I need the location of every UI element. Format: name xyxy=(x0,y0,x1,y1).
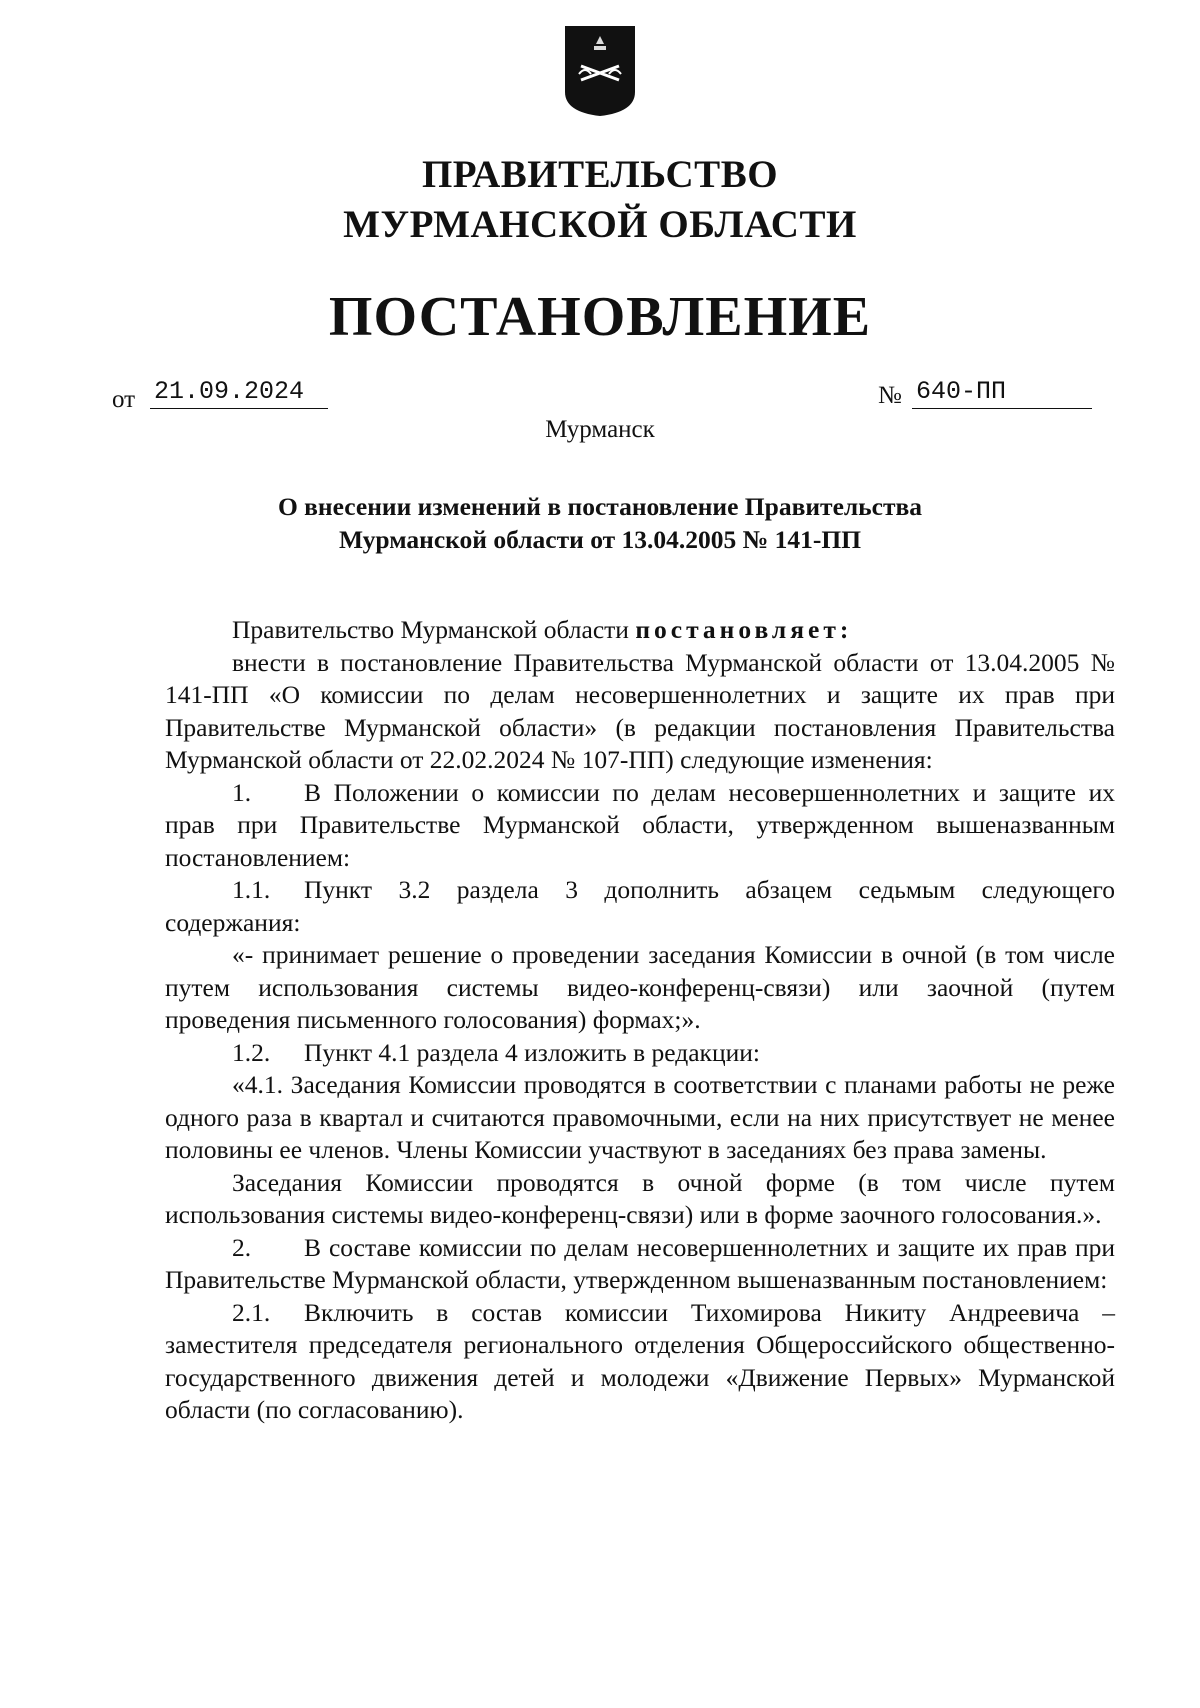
item-1-2-number: 1.2. xyxy=(232,1037,271,1067)
coat-of-arms-icon xyxy=(561,22,639,118)
document-meta-row xyxy=(0,378,1200,418)
item-1-1-quote: «- принимает решение о проведении заседания Комиссии в очной (в том числе путем использования системы видео-конференц-связи) или заочной (путем проведения письменного голосования) формах;». xyxy=(165,940,1115,1034)
item-2-1-text: Включить в состав комиссии Тихомирова Никиту Андреевича – заместителя председателя регионального отделения Общероссийского общественно-государственного движения детей и молодежи «Движение Первых» Мурманской области (по согласованию). xyxy=(165,1297,1115,1424)
item-2-1-number: 2.1. xyxy=(232,1297,271,1327)
intro-lead: Правительство Мурманской области xyxy=(232,615,629,644)
item-1-2-quote-1: «4.1. Заседания Комиссии проводятся в соответствии с планами работы не реже одного раза в квартал и считаются правомочными, если на них присутствует не менее половины ее членов. Члены Комиссии участвуют в заседаниях без права замены. xyxy=(165,1070,1115,1164)
intro-verb: постановляет: xyxy=(635,615,853,644)
item-1-2 xyxy=(165,1037,1115,1070)
document-number: 640-ПП xyxy=(912,378,1092,409)
item-1-1 xyxy=(165,874,1115,939)
subject-line-2: Мурманской области от 13.04.2005 № 141-ПП xyxy=(338,525,862,554)
date-label: от xyxy=(112,386,136,413)
org-line-2: МУРМАНСКОЙ ОБЛАСТИ xyxy=(343,203,857,246)
item-2-1 xyxy=(165,1297,1115,1427)
org-line-1: ПРАВИТЕЛЬСТВО xyxy=(421,153,779,196)
item-2-text: В составе комиссии по делам несовершеннолетних и защите их прав при Правительстве Мурманской области, утвержденном вышеназванным постановлением: xyxy=(165,1232,1115,1294)
city-name: Мурманск xyxy=(545,416,655,443)
item-2 xyxy=(165,1232,1115,1297)
paragraph-main: внести в постановление Правительства Мурманской области от 13.04.2005 № 141-ПП «О комиссии по делам несовершеннолетних и защите их прав при Правительстве Мурманской области» (в редакции постановления Правительства Мурманской области от 22.02.2024 № 107-ПП) следующие изменения: xyxy=(165,647,1115,774)
item-1 xyxy=(165,777,1115,875)
subject-line-1: О внесении изменений в постановление Правительства xyxy=(277,492,923,521)
item-1-1-number: 1.1. xyxy=(232,875,271,904)
item-1-1-text: Пункт 3.2 раздела 3 дополнить абзацем седьмым следующего содержания: xyxy=(165,875,1115,937)
document-date: 21.09.2024 xyxy=(150,378,328,409)
document-subject xyxy=(0,490,1200,556)
item-1-number: 1. xyxy=(232,777,252,807)
item-1-2-quote-2: Заседания Комиссии проводятся в очной форме (в том числе путем использования системы видео-конференц-связи) или в форме заочного голосования.». xyxy=(165,1167,1115,1229)
item-1-text: В Положении о комиссии по делам несовершеннолетних и защите их прав при Правительстве Мурманской области, утвержденном вышеназванным постановлением: xyxy=(165,777,1115,872)
item-1-2-text: Пункт 4.1 раздела 4 изложить в редакции: xyxy=(304,1037,760,1067)
number-label: № xyxy=(878,382,902,409)
item-2-number: 2. xyxy=(232,1232,252,1262)
intro-paragraph xyxy=(165,614,1115,647)
document-type-title: ПОСТАНОВЛЕНИЕ xyxy=(328,286,872,348)
document-body xyxy=(165,614,1115,1427)
government-name xyxy=(0,150,1200,250)
